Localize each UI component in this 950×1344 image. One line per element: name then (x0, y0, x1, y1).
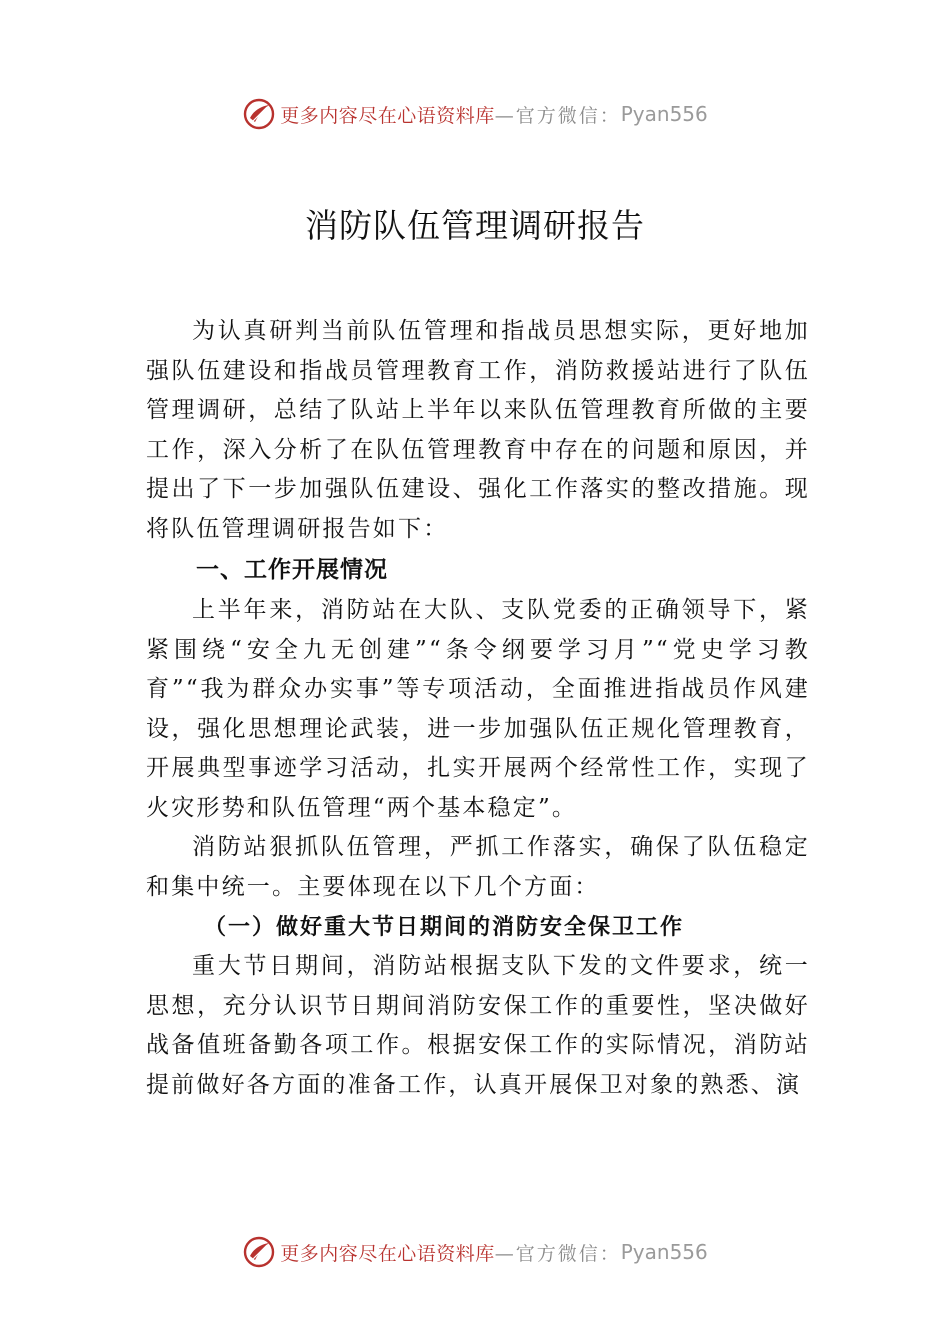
document-body (146, 312, 810, 1105)
watermark-red-text: 更多内容尽在心语资料库 (280, 104, 495, 127)
section1-paragraph-2: 消防站狠抓队伍管理，严抓工作落实，确保了队伍稳定和集中统一。主要体现在以下几个方面： (146, 834, 810, 900)
watermark-banner-bottom (0, 1232, 950, 1272)
subsection1-paragraph: 重大节日期间，消防站根据支队下发的文件要求，统一思想，充分认识节日期间消防安保工作的重要性，坚决做好战备值班备勤各项工作。根据安保工作的实际情况，消防站提前做好各方面的准备工作，认真开展保卫对象的熟悉、演 (146, 953, 810, 1098)
watermark-wechat-id: Pyan556 (620, 1240, 708, 1264)
watermark-banner-top (0, 94, 950, 134)
intro-paragraph: 为认真研判当前队伍管理和指战员思想实际，更好地加强队伍建设和指战员管理教育工作，消防救援站进行了队伍管理调研，总结了队站上半年以来队伍管理教育所做的主要工作，深入分析了在队伍管理教育中存在的问题和原因，并提出了下一步加强队伍建设、强化工作落实的整改措施。现将队伍管理调研报告如下： (146, 318, 810, 542)
watermark-red-text: 更多内容尽在心语资料库 (280, 1242, 495, 1265)
subsection-heading-1: （一）做好重大节日期间的消防安全保卫工作 (204, 914, 685, 940)
brand-logo-icon (242, 1235, 276, 1269)
brand-logo-icon (242, 97, 276, 131)
section-heading-1: 一、工作开展情况 (196, 557, 388, 583)
watermark-gray-text: —官方微信： (494, 104, 621, 127)
watermark-gray-text: —官方微信： (494, 1242, 621, 1265)
section1-paragraph-1: 上半年来，消防站在大队、支队党委的正确领导下，紧紧围绕“安全九无创建”“条令纲要学习月”“党史学习教育”“我为群众办实事”等专项活动，全面推进指战员作风建设，强化思想理论武装，进一步加强队伍正规化管理教育，开展典型事迹学习活动，扎实开展两个经常性工作，实现了火灾形势和队伍管理“两个基本稳定”。 (146, 597, 810, 821)
watermark-wechat-id: Pyan556 (620, 102, 708, 126)
document-title: 消防队伍管理调研报告 (305, 206, 645, 245)
